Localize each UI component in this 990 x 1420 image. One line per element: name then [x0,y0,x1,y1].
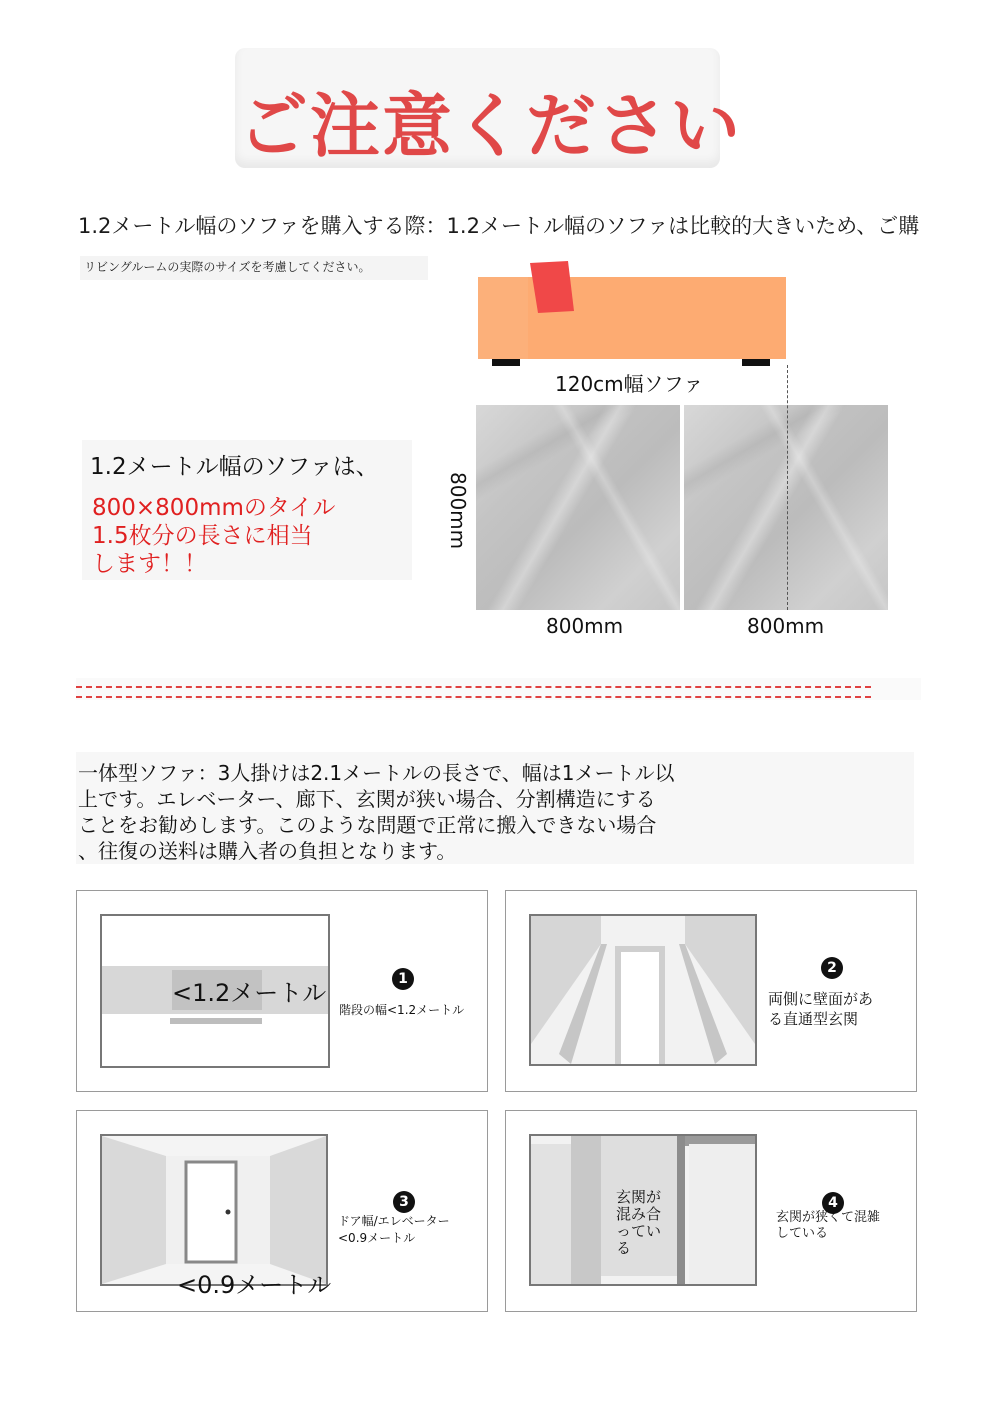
sofa-leg-right [742,359,770,366]
sofa-end-guide [787,365,788,610]
sofa-leg-left [492,359,520,366]
panel-door [76,1110,488,1312]
comparison-title: 1.2メートル幅のソファは、 [90,454,379,480]
tile-area [476,405,888,610]
panel-corridor [505,890,917,1092]
entrance-overlay: 玄関が 混み合 ってい る [616,1188,662,1257]
corridor-illustration [529,914,759,1067]
panel-stairs [76,890,488,1092]
tile-width-label-1: 800mm [546,614,624,638]
step-number-4: 4 [822,1192,844,1214]
door-caption: ドア幅/エレベーター <0.9メートル [338,1214,450,1245]
door-width-overlay: <0.9メートル [177,1271,332,1299]
entrance-caption: 玄関が狭くて混雑 している [776,1210,881,1241]
corridor-caption: 両側に壁面があ る直通型玄関 [768,990,874,1028]
stairs-rail [170,1018,262,1024]
panel-entrance [505,1110,917,1312]
tile-1 [476,405,680,610]
step-number-3: 3 [393,1191,415,1213]
tile-height-label: 800mm [446,472,470,550]
step-number-2: 2 [821,957,843,979]
divider-line-1 [76,686,871,688]
comparison-highlight: 800×800mmのタイル 1.5枚分の長さに相当 します！！ [92,495,336,577]
sofa-arm [478,277,528,359]
sofa-width-label: 120cm幅ソファ [555,372,704,396]
sofa-illustration [470,255,800,370]
tile-2 [684,405,888,610]
one-piece-notice: 一体型ソファ：3人掛けは2.1メートルの長さで、幅は1メートル以 上です。エレベーター、廊下、玄関が狭い場合、分割構造にする ことをお勧めします。このような問題で正常に搬入できない場合 、往復の送料は購入者の負担となります。 [78,761,675,863]
notice-line-2: リビングルームの実際のサイズを考慮してください。 [80,256,428,280]
notice-line-1: 1.2メートル幅のソファを購入する際：1.2メートル幅のソファは比較的大きいため、ご購 [78,214,920,238]
step-number-1: 1 [392,968,414,990]
divider-line-2 [76,696,871,698]
tile-width-label-2: 800mm [747,614,825,638]
stairs-caption: 階段の幅<1.2メートル [339,1003,465,1017]
page-title: ご注意ください [238,85,742,167]
stairs-width-overlay: <1.2メートル [172,979,327,1007]
